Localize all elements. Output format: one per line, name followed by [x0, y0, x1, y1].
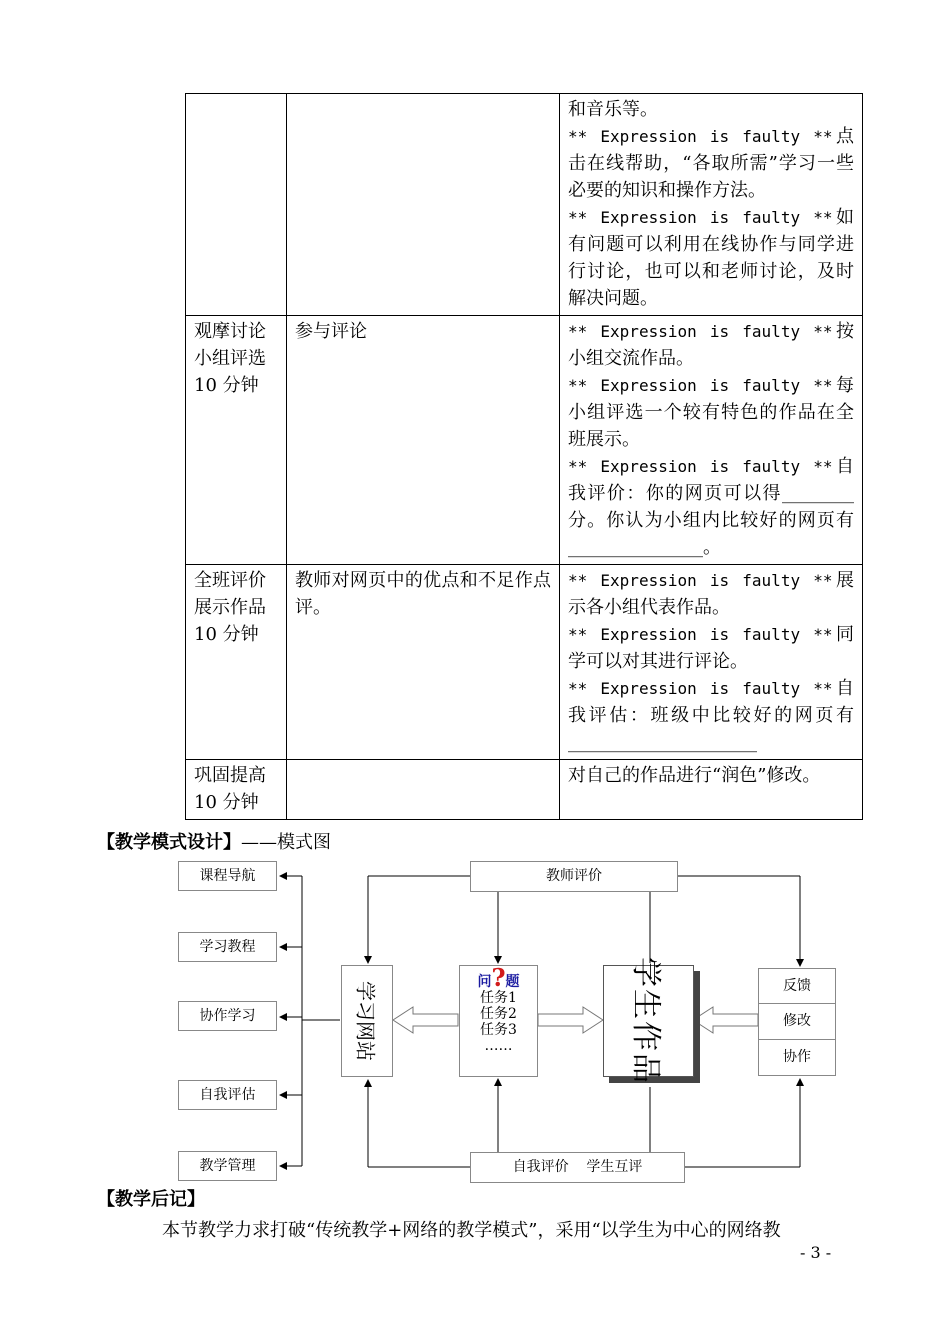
cooperate-box: 协作 [758, 1039, 836, 1076]
error-marker: ** Expression is faulty ** [568, 127, 833, 146]
error-marker: ** Expression is faulty ** [568, 679, 833, 698]
teacher-eval-box: 教师评价 [470, 861, 678, 892]
postscript-title: 【教学后记】 [97, 1189, 205, 1210]
teacher-activity-cell [287, 565, 560, 760]
student-activity-paragraph: ** Expression is faulty **自我评估：班级中比较好的网页有_____________________ [568, 678, 855, 753]
postscript-heading [97, 1187, 205, 1213]
mode-design-heading [97, 830, 331, 856]
student-activity-paragraph: ** Expression is faulty **点击在线帮助，“各取所需”学习一些必要的知识和操作方法。 [568, 126, 855, 201]
student-activity-paragraph: ** Expression is faulty **按小组交流作品。 [568, 321, 855, 369]
student-activity-paragraph: 和音乐等。 [568, 99, 658, 120]
left-item-tutorial: 学习教程 [178, 932, 277, 962]
block-arrow-to-works [538, 1007, 603, 1033]
error-marker: ** Expression is faulty ** [568, 457, 833, 476]
student-activity-paragraph: ** Expression is faulty **自我评价：你的网页可以得________分。你认为小组内比较好的网页有_______________。 [568, 456, 855, 558]
problem-title-a: 问 [477, 974, 492, 990]
postscript-text: 本节教学力求打破“传统教学+网络的教学模式”，采用“以学生为中心的网络教 [162, 1220, 781, 1241]
mode-design-suffix: ——模式图 [241, 832, 331, 853]
table-row [186, 760, 863, 820]
task-line-2: 任务2 [480, 1006, 517, 1022]
stage-line: 观摩讨论 [194, 321, 266, 342]
block-arrow-to-site [393, 1007, 458, 1033]
learning-site-box [341, 965, 393, 1077]
error-marker: ** Expression is faulty ** [568, 571, 833, 590]
student-works-box [603, 957, 694, 1085]
table-row [186, 94, 863, 316]
self-peer-eval-box: 自我评价 学生互评 [470, 1152, 685, 1183]
stage-line: 展示作品 [194, 597, 266, 618]
problem-box [459, 965, 538, 1077]
left-item-collab: 协作学习 [178, 1001, 277, 1031]
problem-title-b: 题 [505, 974, 520, 990]
stage-line: 10 分钟 [194, 375, 259, 396]
teacher-activity-text: 教师对网页中的优点和不足作点评。 [295, 570, 551, 618]
teacher-activity-cell [287, 760, 560, 820]
student-activity-paragraph: ** Expression is faulty **如有问题可以利用在线协作与同学进行讨论，也可以和老师讨论，及时解决问题。 [568, 207, 855, 309]
stage-line: 巩固提高 [194, 765, 266, 786]
teacher-activity-cell [287, 94, 560, 316]
stage-cell [186, 94, 287, 316]
question-mark-icon: ? [491, 963, 506, 992]
student-activity-cell [560, 94, 863, 316]
stage-line: 10 分钟 [194, 624, 259, 645]
mode-design-title: 【教学模式设计】 [97, 832, 241, 853]
left-item-management: 教学管理 [178, 1151, 277, 1181]
task-line-3: 任务3 [480, 1022, 517, 1038]
error-marker: ** Expression is faulty ** [568, 322, 833, 341]
left-item-course-nav: 课程导航 [178, 861, 277, 891]
problem-title [460, 963, 537, 992]
teacher-activity-text: 参与评论 [295, 321, 367, 342]
student-activity-paragraph: ** Expression is faulty **同学可以对其进行评论。 [568, 624, 855, 672]
left-item-self-assess: 自我评估 [178, 1080, 277, 1110]
student-activity-paragraph: 对自己的作品进行“润色”修改。 [568, 765, 821, 786]
table-row [186, 565, 863, 760]
task-ellipsis: …… [484, 1038, 513, 1054]
mode-diagram [160, 855, 860, 1190]
error-marker: ** Expression is faulty ** [568, 208, 833, 227]
stage-cell [186, 316, 287, 565]
student-activity-paragraph: ** Expression is faulty **展示各小组代表作品。 [568, 570, 855, 618]
stage-line: 10 分钟 [194, 792, 259, 813]
stage-cell [186, 565, 287, 760]
revise-box: 修改 [758, 1003, 836, 1040]
lesson-table [185, 93, 863, 820]
feedback-box: 反馈 [758, 968, 836, 1004]
task-line-1: 任务1 [480, 990, 517, 1006]
stage-cell [186, 760, 287, 820]
block-arrow-from-feedback [693, 1007, 758, 1033]
student-activity-cell [560, 565, 863, 760]
stage-line: 全班评价 [194, 570, 266, 591]
student-activity-paragraph: ** Expression is faulty **每小组评选一个较有特色的作品在全班展示。 [568, 375, 855, 450]
learning-site-label: 学习网站 [353, 981, 378, 1061]
student-activity-cell [560, 760, 863, 820]
stage-line: 小组评选 [194, 348, 266, 369]
error-marker: ** Expression is faulty ** [568, 376, 833, 395]
page-number: - 3 - [800, 1243, 832, 1262]
teacher-activity-cell [287, 316, 560, 565]
student-works-label: 学生作品 [627, 957, 663, 1085]
table-row [186, 316, 863, 565]
error-marker: ** Expression is faulty ** [568, 625, 833, 644]
student-activity-cell [560, 316, 863, 565]
